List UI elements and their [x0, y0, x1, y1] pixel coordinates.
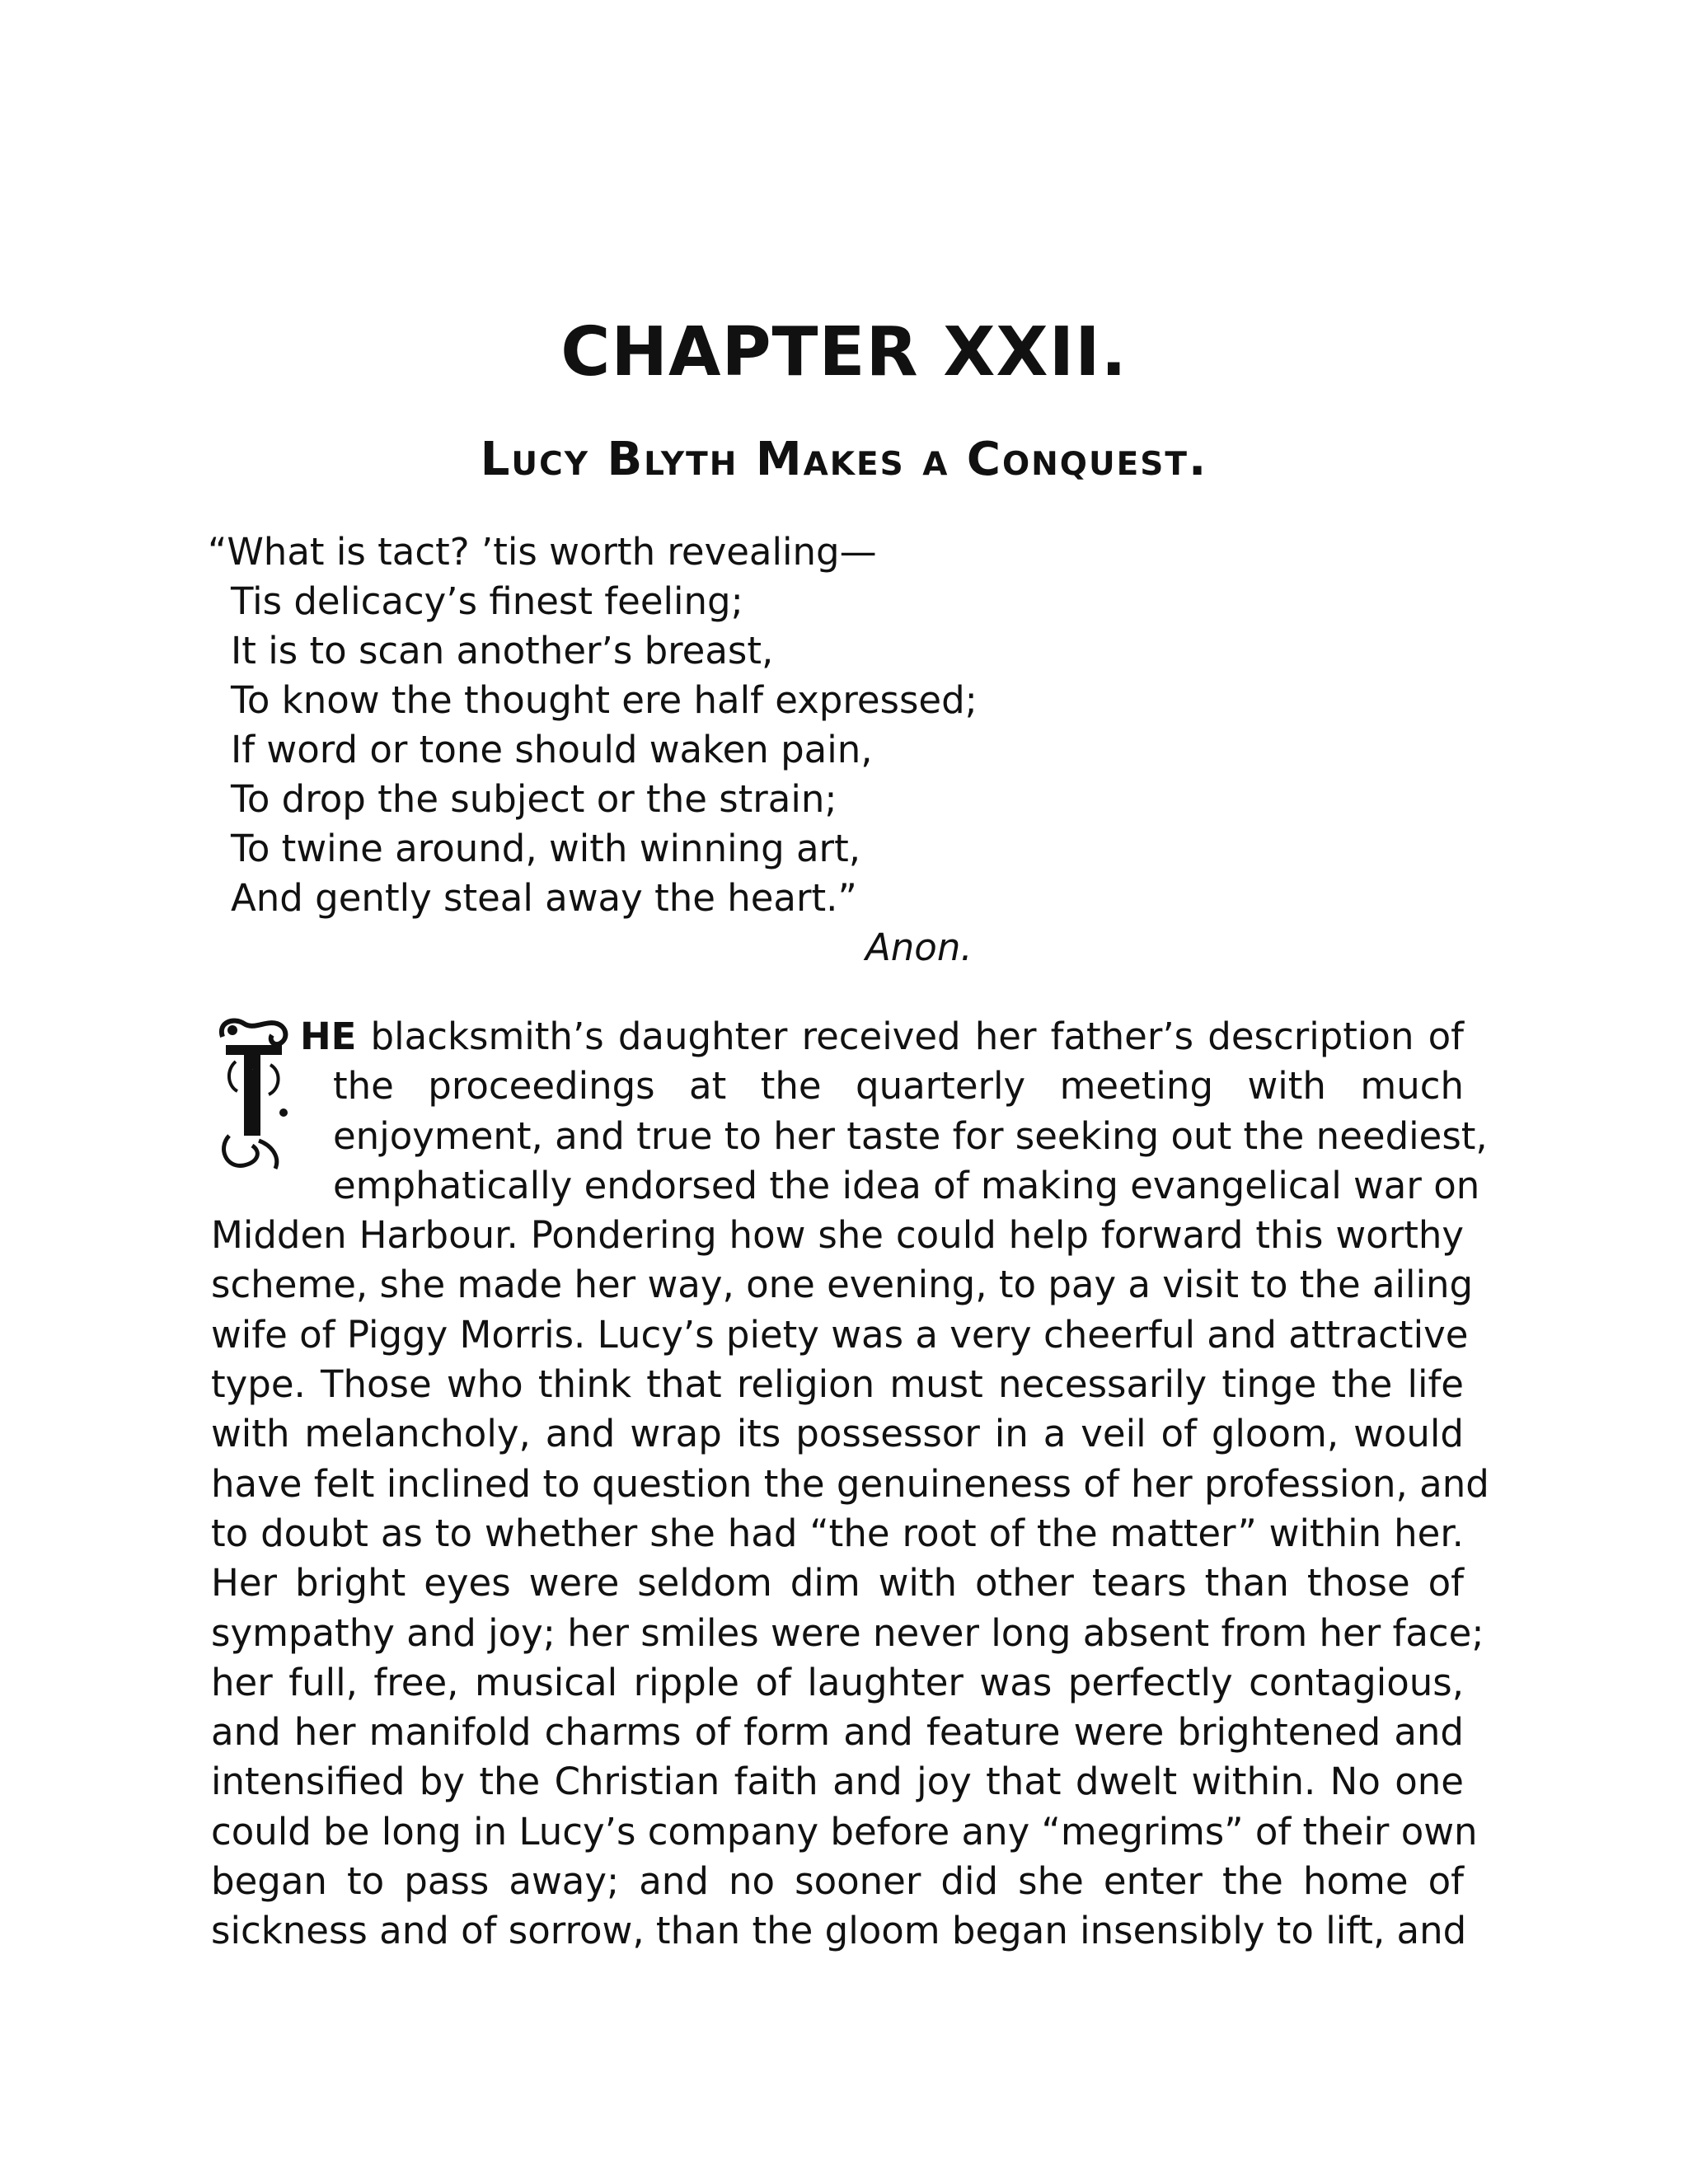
- epigraph-line: To know the thought ere half expressed;: [231, 678, 978, 722]
- body-line: sickness and of sorrow, than the gloom began insensibly to lift, and: [211, 1909, 1467, 1953]
- epigraph-line: Tis delicacy’s finest feeling;: [231, 579, 743, 623]
- body-line: emphatically endorsed the idea of making evangelical war on: [333, 1163, 1480, 1207]
- epigraph-line: To twine around, with winning art,: [231, 827, 861, 870]
- body-line-text: blacksmith’s daughter received her father’s description of: [356, 1015, 1464, 1058]
- epigraph-attribution: Anon.: [865, 926, 973, 969]
- lead-caps: HE: [300, 1015, 357, 1058]
- body-line: the proceedings at the quarterly meeting with much: [333, 1064, 1464, 1108]
- epigraph: [208, 527, 1526, 923]
- epigraph-line: It is to scan another’s breast,: [231, 629, 774, 673]
- body-line: to doubt as to whether she had “the root of the matter” within her.: [211, 1511, 1464, 1555]
- body-line: her full, free, musical ripple of laughter was perfectly contagious,: [211, 1660, 1464, 1704]
- body-line: with melancholy, and wrap its possessor in a veil of gloom, would: [211, 1412, 1464, 1456]
- chapter-subtitle: Lucy Blyth Makes a Conquest.: [480, 433, 1208, 486]
- body-line: Midden Harbour. Pondering how she could help forward this worthy: [211, 1213, 1464, 1258]
- body-line: began to pass away; and no sooner did she enter the home of: [211, 1859, 1464, 1904]
- body-line: wife of Piggy Morris. Lucy’s piety was a very cheerful and attractive: [211, 1312, 1469, 1357]
- body-line: have felt inclined to question the genuineness of her profession, and: [211, 1461, 1489, 1506]
- drop-cap-letter: T: [252, 1070, 253, 1071]
- body-line: [300, 1012, 1464, 1062]
- epigraph-line: And gently steal away the heart.”: [231, 876, 857, 920]
- body-line: intensified by the Christian faith and joy that dwelt within. No one: [211, 1760, 1464, 1804]
- body-line: and her manifold charms of form and feature were brightened and: [211, 1710, 1464, 1755]
- chapter-title: CHAPTER XXII.: [560, 313, 1128, 391]
- body-line: sympathy and joy; her smiles were never long absent from her face;: [211, 1610, 1484, 1655]
- body-line: Her bright eyes were seldom dim with other tears than those of: [211, 1561, 1464, 1605]
- epigraph-line: If word or tone should waken pain,: [231, 728, 873, 771]
- epigraph-line: To drop the subject or the strain;: [231, 777, 837, 821]
- body-paragraph: [211, 1012, 1489, 1957]
- epigraph-line: “What is tact? ’tis worth revealing—: [208, 530, 877, 574]
- body-line: enjoyment, and true to her taste for seeking out the neediest,: [333, 1113, 1488, 1158]
- body-line: type. Those who think that religion must necessarily tinge the life: [211, 1362, 1464, 1407]
- body-line: could be long in Lucy’s company before any “megrims” of their own: [211, 1809, 1478, 1854]
- body-line: scheme, she made her way, one evening, to pay a visit to the ailing: [211, 1263, 1474, 1307]
